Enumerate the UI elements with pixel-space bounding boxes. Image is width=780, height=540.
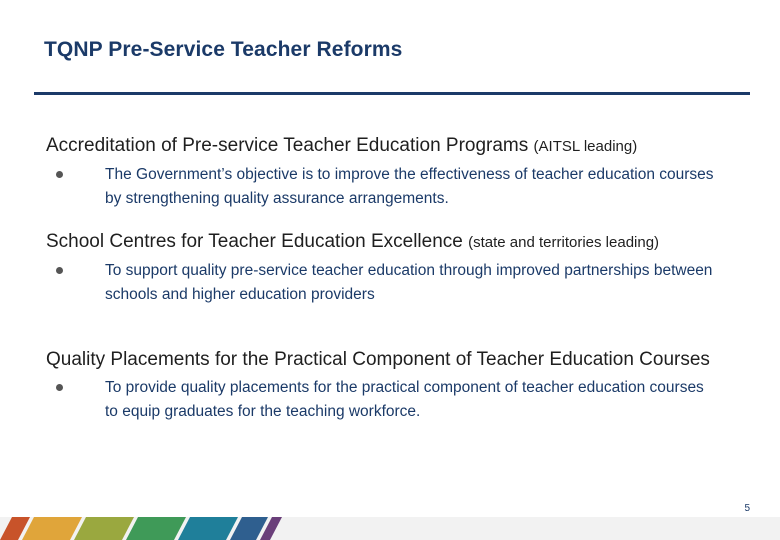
bullet-text: The Government’s objective is to improve the effectiveness of teacher education courses by strengthening quality assurance arrangements. [105,166,714,207]
page-number: 5 [744,503,750,514]
slide-title: TQNP Pre-Service Teacher Reforms [44,38,403,61]
footer-stripe [22,517,82,540]
footer-band-graphic [0,517,780,540]
bullet-item [46,259,746,307]
bullet-text: To support quality pre-service teacher education through improved partnerships between schools and higher education providers [105,262,713,303]
bullet-icon [56,171,63,178]
title-divider [34,92,750,95]
section-accreditation [46,133,746,211]
bullet-item [46,163,746,211]
section-heading [46,229,746,255]
section-quality-placements [46,347,746,424]
section-heading-note: (AITSL leading) [533,138,638,155]
footer-stripe [126,517,186,540]
section-school-centres [46,229,746,307]
footer-stripe [74,517,134,540]
section-heading-text: Accreditation of Pre-service Teacher Education Programs [46,135,529,156]
section-heading-note: (state and territories leading) [468,234,660,251]
footer-stripe [178,517,238,540]
bullet-icon [56,384,63,391]
bullet-icon [56,267,63,274]
footer-color-band [0,517,780,540]
section-heading [46,347,746,372]
section-heading [46,133,746,159]
section-heading-text: Quality Placements for the Practical Component of Teacher Education Courses [46,349,710,370]
section-heading-text: School Centres for Teacher Education Excellence [46,231,463,252]
bullet-item [46,376,746,424]
bullet-text: To provide quality placements for the practical component of teacher education courses to equip graduates for the teaching workforce. [105,379,704,420]
